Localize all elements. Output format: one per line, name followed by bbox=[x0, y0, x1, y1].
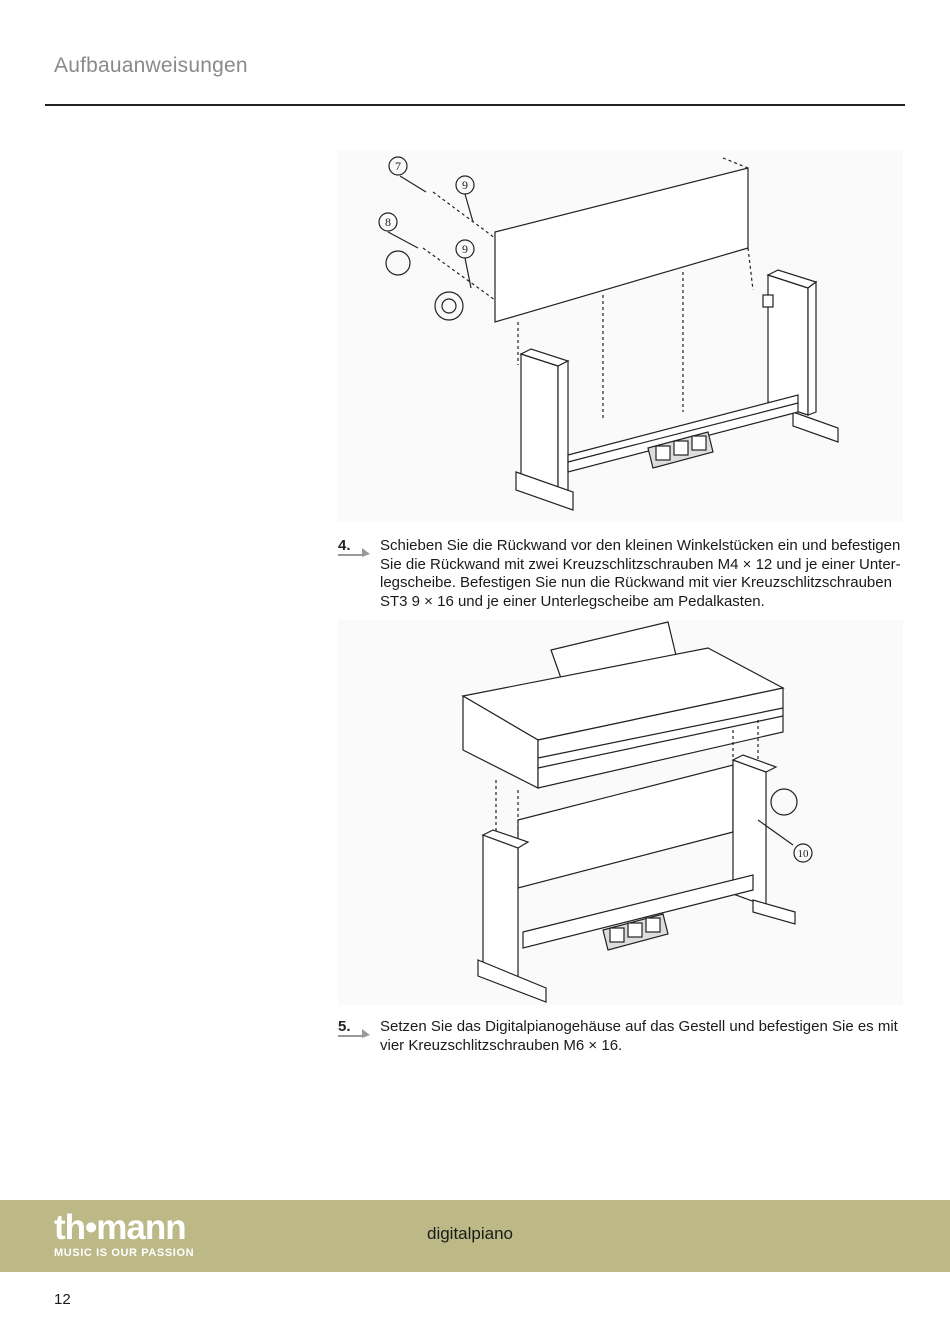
callout-10: 10 bbox=[797, 848, 809, 860]
callout-9-bottom: 9 bbox=[462, 242, 468, 256]
step-number: 4. bbox=[338, 537, 351, 554]
assembly-figure-piano-on-stand bbox=[338, 620, 903, 1005]
instruction-step-4 bbox=[338, 537, 903, 617]
callout-9-top: 9 bbox=[462, 178, 468, 192]
assembly-figure-back-panel bbox=[338, 150, 903, 522]
step-number: 5. bbox=[338, 1018, 351, 1035]
step-arrow-icon bbox=[338, 1025, 372, 1039]
brand-logo bbox=[54, 1209, 194, 1259]
step-arrow-icon bbox=[338, 544, 372, 558]
brand-tagline: MUSIC IS OUR PASSION bbox=[54, 1247, 195, 1259]
callout-8: 8 bbox=[385, 215, 391, 229]
header-divider bbox=[45, 104, 905, 106]
page-header-title: Aufbauanweisungen bbox=[54, 54, 248, 77]
instruction-step-5 bbox=[338, 1018, 903, 1058]
callout-7: 7 bbox=[395, 159, 401, 173]
brand-wordmark: th•mann bbox=[54, 1208, 186, 1247]
product-name: digitalpiano bbox=[427, 1224, 514, 1243]
page-number: 12 bbox=[54, 1291, 71, 1308]
step-text: Setzen Sie das Digitalpianogehäuse auf das Gestell und befestigen Sie es mit vier Kreuzschlitzschrauben M6 × 16. bbox=[380, 1018, 898, 1054]
step-text: Schieben Sie die Rückwand vor den kleinen Winkelstücken ein und befestigen Sie die Rückwand mit zwei Kreuzschlitzschrauben M4 × 12 und je einer Unterlegscheibe. Befestigen Sie nun die Rückwand mit vier Kreuzschlitzschrauben ST3 9 × 16 und je einer Unterlegscheibe am Pedalkasten. bbox=[380, 537, 901, 610]
